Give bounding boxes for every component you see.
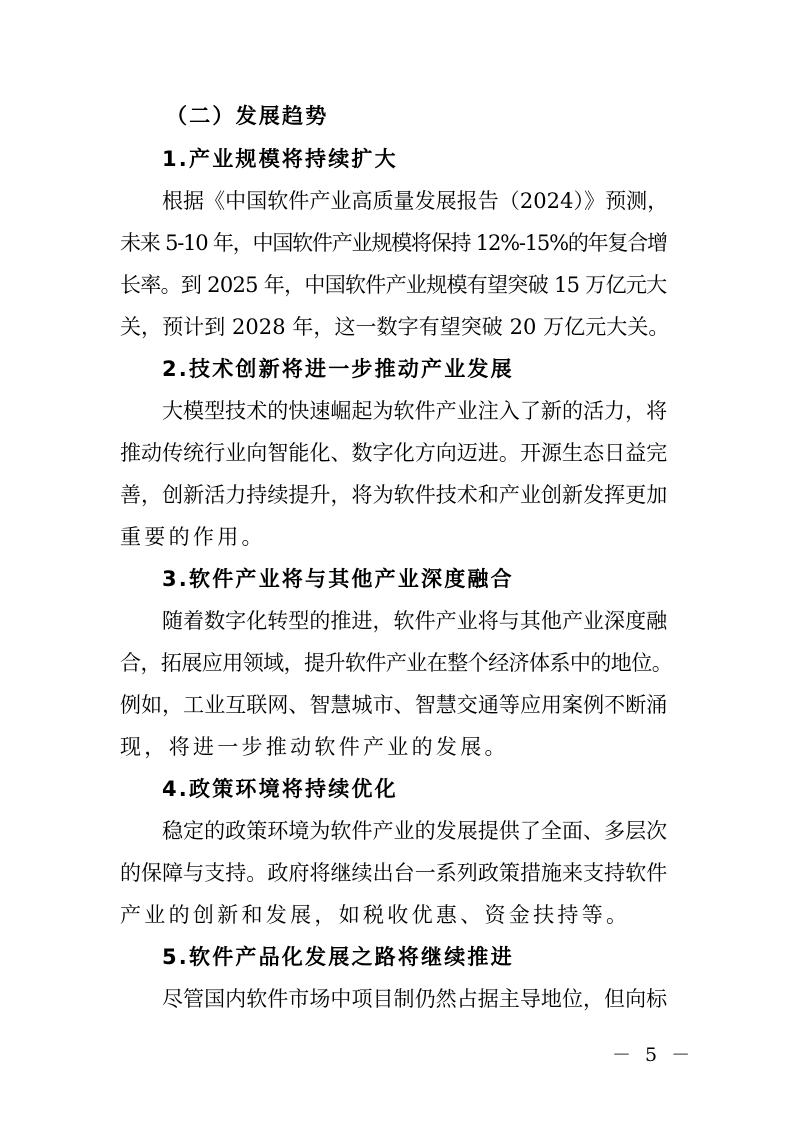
paragraph-line: 稳定的政策环境为软件产业的发展提供了全面、多层次 [162,819,668,843]
paragraph-line: 合，拓展应用领域，提升软件产业在整个经济体系中的地位。 [120,651,673,675]
paragraph-line: 推动传统行业向智能化、数字化方向迈进。开源生态日益完 [120,441,668,465]
heading-1: 1.产业规模将持续扩大 [162,147,398,171]
paragraph-line: 关，预计到 2028 年，这一数字有望突破 20 万亿元大关。 [120,315,670,339]
paragraph-line: 的保障与支持。政府将继续出台一系列政策措施来支持软件 [120,861,668,885]
paragraph-line: 现，将进一步推动软件产业的发展。 [120,735,509,759]
paragraph-line: 长率。到 2025 年，中国软件产业规模有望突破 15 万亿元大 [120,273,667,297]
paragraph-line: 例如，工业互联网、智慧城市、智慧交通等应用案例不断涌 [120,693,668,717]
section-title: （二）发展趋势 [166,104,329,128]
heading-3: 3.软件产业将与其他产业深度融合 [162,567,514,591]
page-number: － 5 － [612,1044,695,1066]
paragraph-line: 根据《中国软件产业高质量发展报告（2024）》预测， [162,189,669,213]
paragraph-line: 产业的创新和发展，如税收优惠、资金扶持等。 [120,903,631,927]
paragraph-line: 未来 5-10 年，中国软件产业规模将保持 12%-15%的年复合增 [120,231,667,255]
paragraph-line: 大模型技术的快速崛起为软件产业注入了新的活力，将 [162,399,668,423]
paragraph-line: 善，创新活力持续提升，将为软件技术和产业创新发挥更加 [120,483,668,507]
paragraph-line: 尽管国内软件市场中项目制仍然占据主导地位，但向标 [162,987,668,1011]
paragraph-line: 重要的作用。 [120,525,266,549]
heading-2: 2.技术创新将进一步推动产业发展 [162,357,514,381]
heading-5: 5.软件产品化发展之路将继续推进 [162,945,514,969]
heading-4: 4.政策环境将持续优化 [162,777,398,801]
paragraph-line: 随着数字化转型的推进，软件产业将与其他产业深度融 [162,609,668,633]
